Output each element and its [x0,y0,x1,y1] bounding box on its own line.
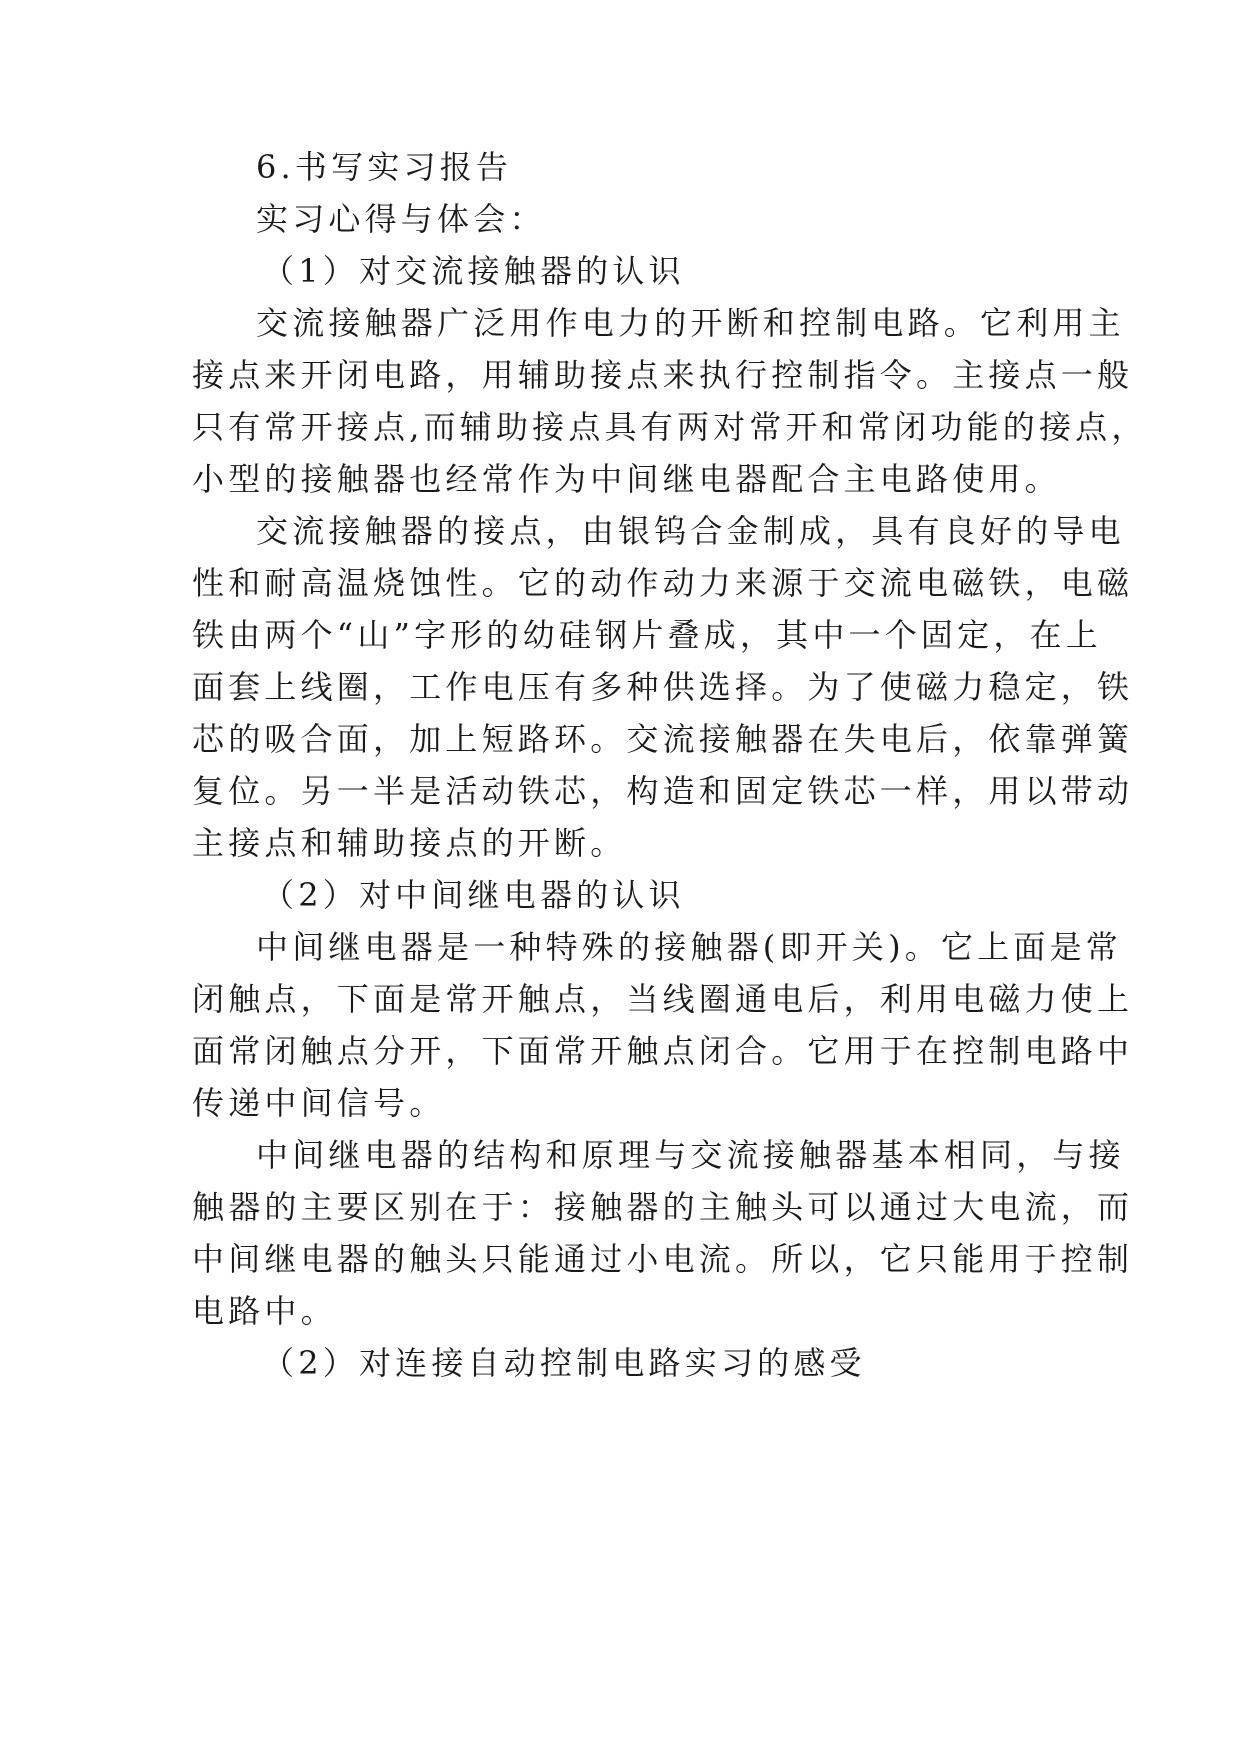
paragraph-line: 传递中间信号。 [192,1084,446,1122]
paragraph-line: 电路中。 [192,1292,337,1330]
paragraph-line: 接点来开闭电路，用辅助接点来执行控制指令。主接点一般 [192,356,1134,394]
subheading-control-circuit: （2）对连接自动控制电路实习的感受 [262,1344,866,1382]
paragraph-line: 主接点和辅助接点的开断。 [192,824,627,862]
paragraph-line: 中间继电器是一种特殊的接触器(即开关)。它上面是常 [256,928,1122,966]
paragraph-line: 铁由两个“山”字形的幼硅钢片叠成，其中一个固定，在上 [192,616,1102,654]
paragraph-line: 芯的吸合面，加上短路环。交流接触器在失电后，依靠弹簧 [192,720,1134,758]
paragraph-line: 性和耐高温烧蚀性。它的动作动力来源于交流电磁铁，电磁 [192,564,1134,602]
section-heading-report: 6.书写实习报告 [256,148,513,186]
paragraph-line: 交流接触器的接点，由银钨合金制成，具有良好的导电 [256,512,1125,550]
paragraph-line: 只有常开接点,而辅助接点具有两对常开和常闭功能的接点， [192,408,1148,446]
paragraph-line: 面套上线圈，工作电压有多种供选择。为了使磁力稳定，铁 [192,668,1134,706]
paragraph-line: 小型的接触器也经常作为中间继电器配合主电路使用。 [192,460,1061,498]
paragraph-line: 面常闭触点分开，下面常开触点闭合。它用于在控制电路中 [192,1032,1134,1070]
paragraph-line: 复位。另一半是活动铁芯，构造和固定铁芯一样，用以带动 [192,772,1134,810]
paragraph-line: 中间继电器的触头只能通过小电流。所以，它只能用于控制 [192,1240,1134,1278]
paragraph-line: 交流接触器广泛用作电力的开断和控制电路。它利用主 [256,304,1125,342]
subheading-contactor: （1）对交流接触器的认识 [262,252,685,290]
subheading-experience: 实习心得与体会： [256,200,546,238]
paragraph-line: 中间继电器的结构和原理与交流接触器基本相同，与接 [256,1136,1125,1174]
paragraph-line: 闭触点，下面是常开触点，当线圈通电后，利用电磁力使上 [192,980,1134,1018]
subheading-relay: （2）对中间继电器的认识 [262,876,685,914]
paragraph-line: 触器的主要区别在于：接触器的主触头可以通过大电流，而 [192,1188,1134,1226]
